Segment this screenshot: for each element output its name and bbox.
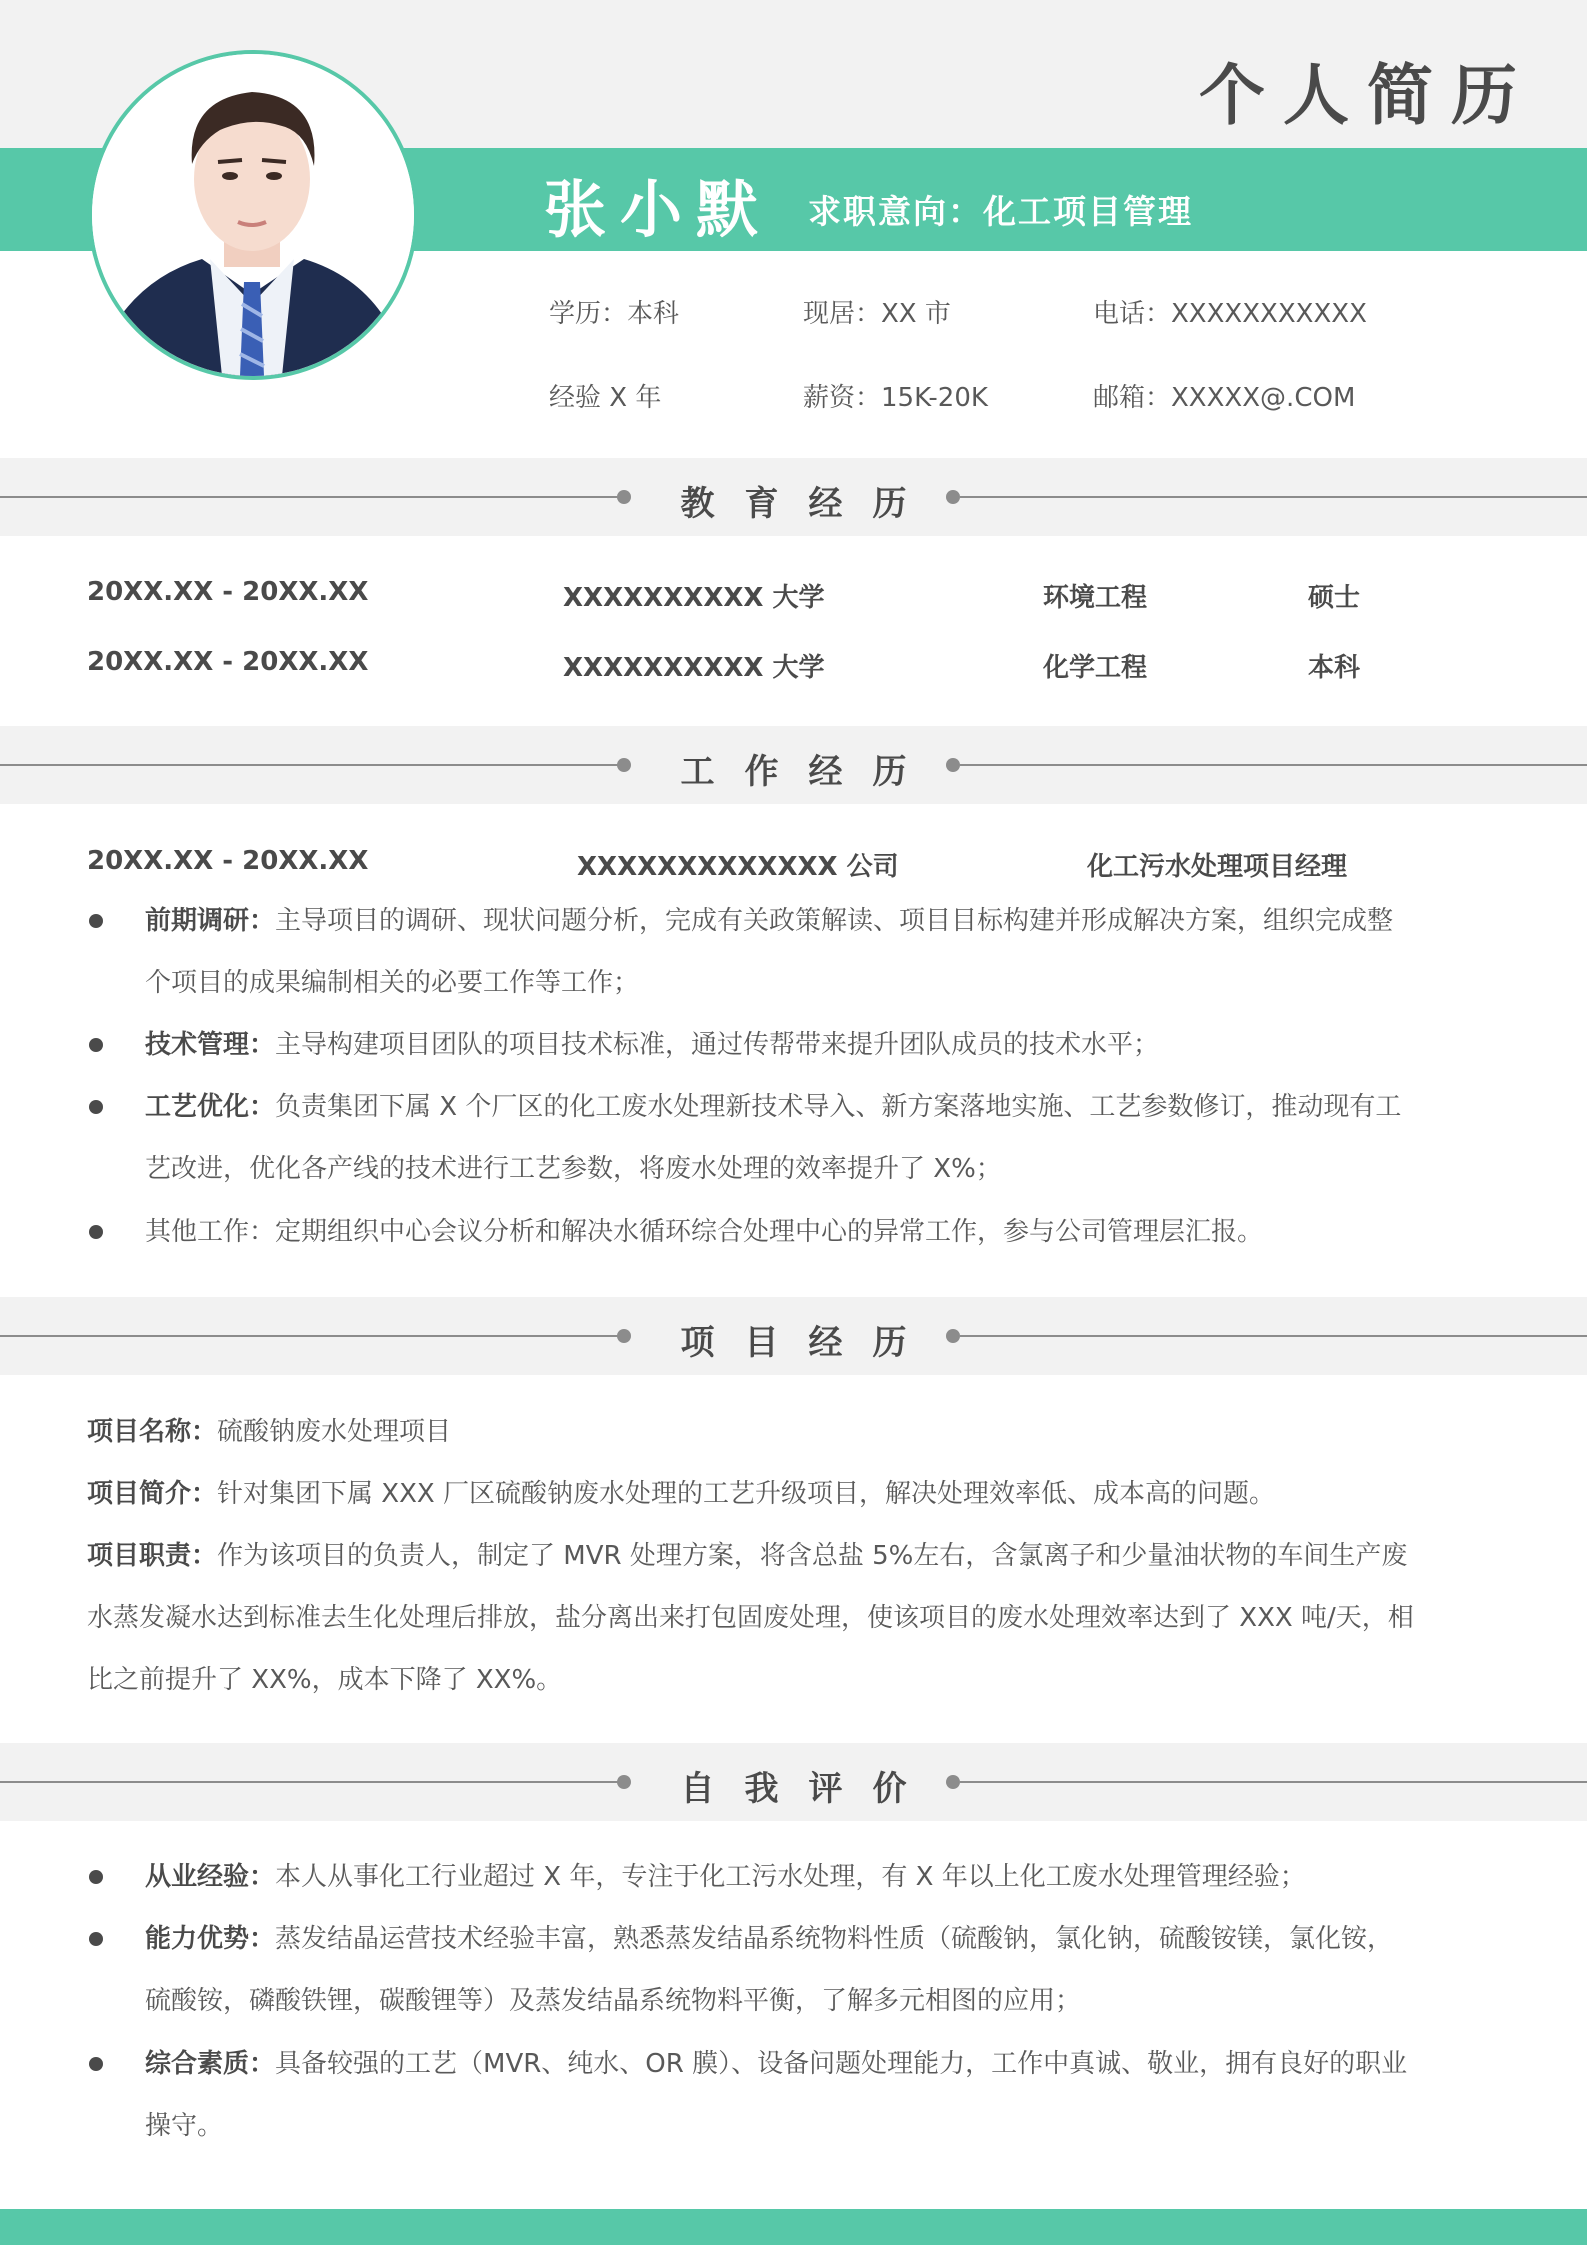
self-eval-text: 蒸发结晶运营技术经验丰富，熟悉蒸发结晶系统物料性质（硫酸钠，氯化钠，硫酸铵镁，氯化铵，	[275, 1924, 1394, 1954]
project-intro-label: 项目简介：	[87, 1479, 218, 1509]
edu-major: 化学工程	[1043, 653, 1148, 683]
self-eval-label: 综合素质：	[145, 2049, 276, 2079]
work-item-text: 艺改进，优化各产线的技术进行工艺参数，将废水处理的效率提升了 X%；	[145, 1154, 1002, 1184]
divider-line	[960, 764, 1587, 766]
self-eval-label: 能力优势：	[145, 1924, 276, 1954]
edu-major: 环境工程	[1043, 583, 1148, 613]
info-phone: 电话：XXXXXXXXXXX	[1093, 299, 1367, 329]
section-title: 教育经历	[680, 484, 937, 524]
project-name-value: 硫酸钠废水处理项目	[217, 1417, 452, 1447]
info-salary: 薪资：15K-20K	[803, 383, 988, 413]
info-email: 邮箱：XXXXX@.COM	[1093, 383, 1356, 413]
bullet-icon	[89, 1225, 103, 1239]
project-duty-text: 比之前提升了 XX%，成本下降了 XX%。	[87, 1665, 563, 1695]
work-item-label: 技术管理：	[145, 1030, 276, 1060]
section-title: 项目经历	[680, 1323, 937, 1363]
work-item-text: 主导项目的调研、现状问题分析，完成有关政策解读、项目目标构建并形成解决方案，组织完成整	[275, 906, 1394, 936]
section-title: 工作经历	[680, 752, 937, 792]
project-block	[87, 1401, 1527, 1711]
bullet-icon	[89, 2057, 103, 2071]
section-header-education	[0, 458, 1587, 536]
divider-dot	[946, 758, 960, 772]
info-location: 现居：XX 市	[803, 299, 951, 329]
self-eval-text: 本人从事化工行业超过 X 年，专注于化工污水处理，有 X 年以上化工废水处理管理经验；	[275, 1862, 1306, 1892]
bullet-icon	[89, 1100, 103, 1114]
self-eval-item	[145, 2033, 1525, 2157]
edu-degree: 硕士	[1308, 583, 1361, 613]
work-item	[145, 1201, 1525, 1263]
job-intent	[808, 186, 1193, 233]
info-experience: 经验 X 年	[549, 383, 662, 413]
edu-school: XXXXXXXXXX 大学	[563, 583, 825, 613]
divider-dot	[946, 490, 960, 504]
self-eval-label: 从业经验：	[145, 1862, 276, 1892]
bullet-icon	[89, 1932, 103, 1946]
work-item	[145, 1076, 1525, 1200]
edu-school: XXXXXXXXXX 大学	[563, 653, 825, 683]
footer-accent-band	[0, 2209, 1587, 2245]
self-eval-text: 硫酸铵，磷酸铁锂，碳酸锂等）及蒸发结晶系统物料平衡，了解多元相图的应用；	[145, 1986, 1082, 2016]
project-duty-text: 水蒸发凝水达到标准去生化处理后排放，盐分离出来打包固废处理，使该项目的废水处理效率达到了 XXX 吨/天，相	[87, 1603, 1414, 1633]
divider-line	[960, 1781, 1587, 1783]
divider-line	[960, 1335, 1587, 1337]
edu-degree: 本科	[1308, 653, 1361, 683]
work-item-text: 负责集团下属 X 个厂区的化工废水处理新技术导入、新方案落地实施、工艺参数修订，推动现有工	[275, 1092, 1402, 1122]
edu-period: 20XX.XX - 20XX.XX	[87, 577, 369, 607]
job-intent-label: 求职意向：	[808, 192, 983, 231]
self-eval-item	[145, 1908, 1525, 2032]
work-period: 20XX.XX - 20XX.XX	[87, 846, 369, 876]
portrait-illustration	[92, 54, 414, 376]
work-company: XXXXXXXXXXXXX 公司	[577, 852, 899, 882]
work-item-text: 其他工作：定期组织中心会议分析和解决水循环综合处理中心的异常工作，参与公司管理层汇报。	[145, 1217, 1264, 1247]
divider-dot	[946, 1329, 960, 1343]
project-duty-text: 作为该项目的负责人，制定了 MVR 处理方案，将含总盐 5%左右，含氯离子和少量油状物的车间生产废	[217, 1541, 1408, 1571]
project-intro-value: 针对集团下属 XXX 厂区硫酸钠废水处理的工艺升级项目，解决处理效率低、成本高的问题。	[217, 1479, 1275, 1509]
work-item	[145, 890, 1525, 1014]
divider-line	[960, 496, 1587, 498]
project-duty-label: 项目职责：	[87, 1541, 218, 1571]
profile-photo	[88, 50, 418, 380]
work-item-text: 主导构建项目团队的项目技术标准，通过传帮带来提升团队成员的技术水平；	[275, 1030, 1160, 1060]
work-item	[145, 1014, 1525, 1076]
section-header-self-evaluation	[0, 1743, 1587, 1821]
divider-dot	[946, 1775, 960, 1789]
bullet-icon	[89, 1870, 103, 1884]
work-item-label: 工艺优化：	[145, 1092, 276, 1122]
section-header-project	[0, 1297, 1587, 1375]
job-intent-value: 化工项目管理	[983, 192, 1193, 231]
candidate-name: 张小默	[544, 173, 773, 246]
work-item-text: 个项目的成果编制相关的必要工作等工作；	[145, 968, 640, 998]
bullet-icon	[89, 1038, 103, 1052]
work-position: 化工污水处理项目经理	[1087, 852, 1348, 882]
self-eval-text: 操守。	[145, 2111, 224, 2141]
document-title: 个人简历	[1199, 57, 1535, 134]
work-item-label: 前期调研：	[145, 906, 276, 936]
bullet-icon	[89, 914, 103, 928]
section-header-work	[0, 726, 1587, 804]
section-title: 自我评价	[680, 1769, 937, 1809]
self-eval-text: 具备较强的工艺（MVR、纯水、OR 膜）、设备问题处理能力，工作中真诚、敬业，拥有良好的职业	[275, 2049, 1408, 2079]
self-eval-item	[145, 1846, 1525, 1908]
project-name-label: 项目名称：	[87, 1417, 218, 1447]
edu-period: 20XX.XX - 20XX.XX	[87, 647, 369, 677]
info-education: 学历：本科	[549, 299, 680, 329]
